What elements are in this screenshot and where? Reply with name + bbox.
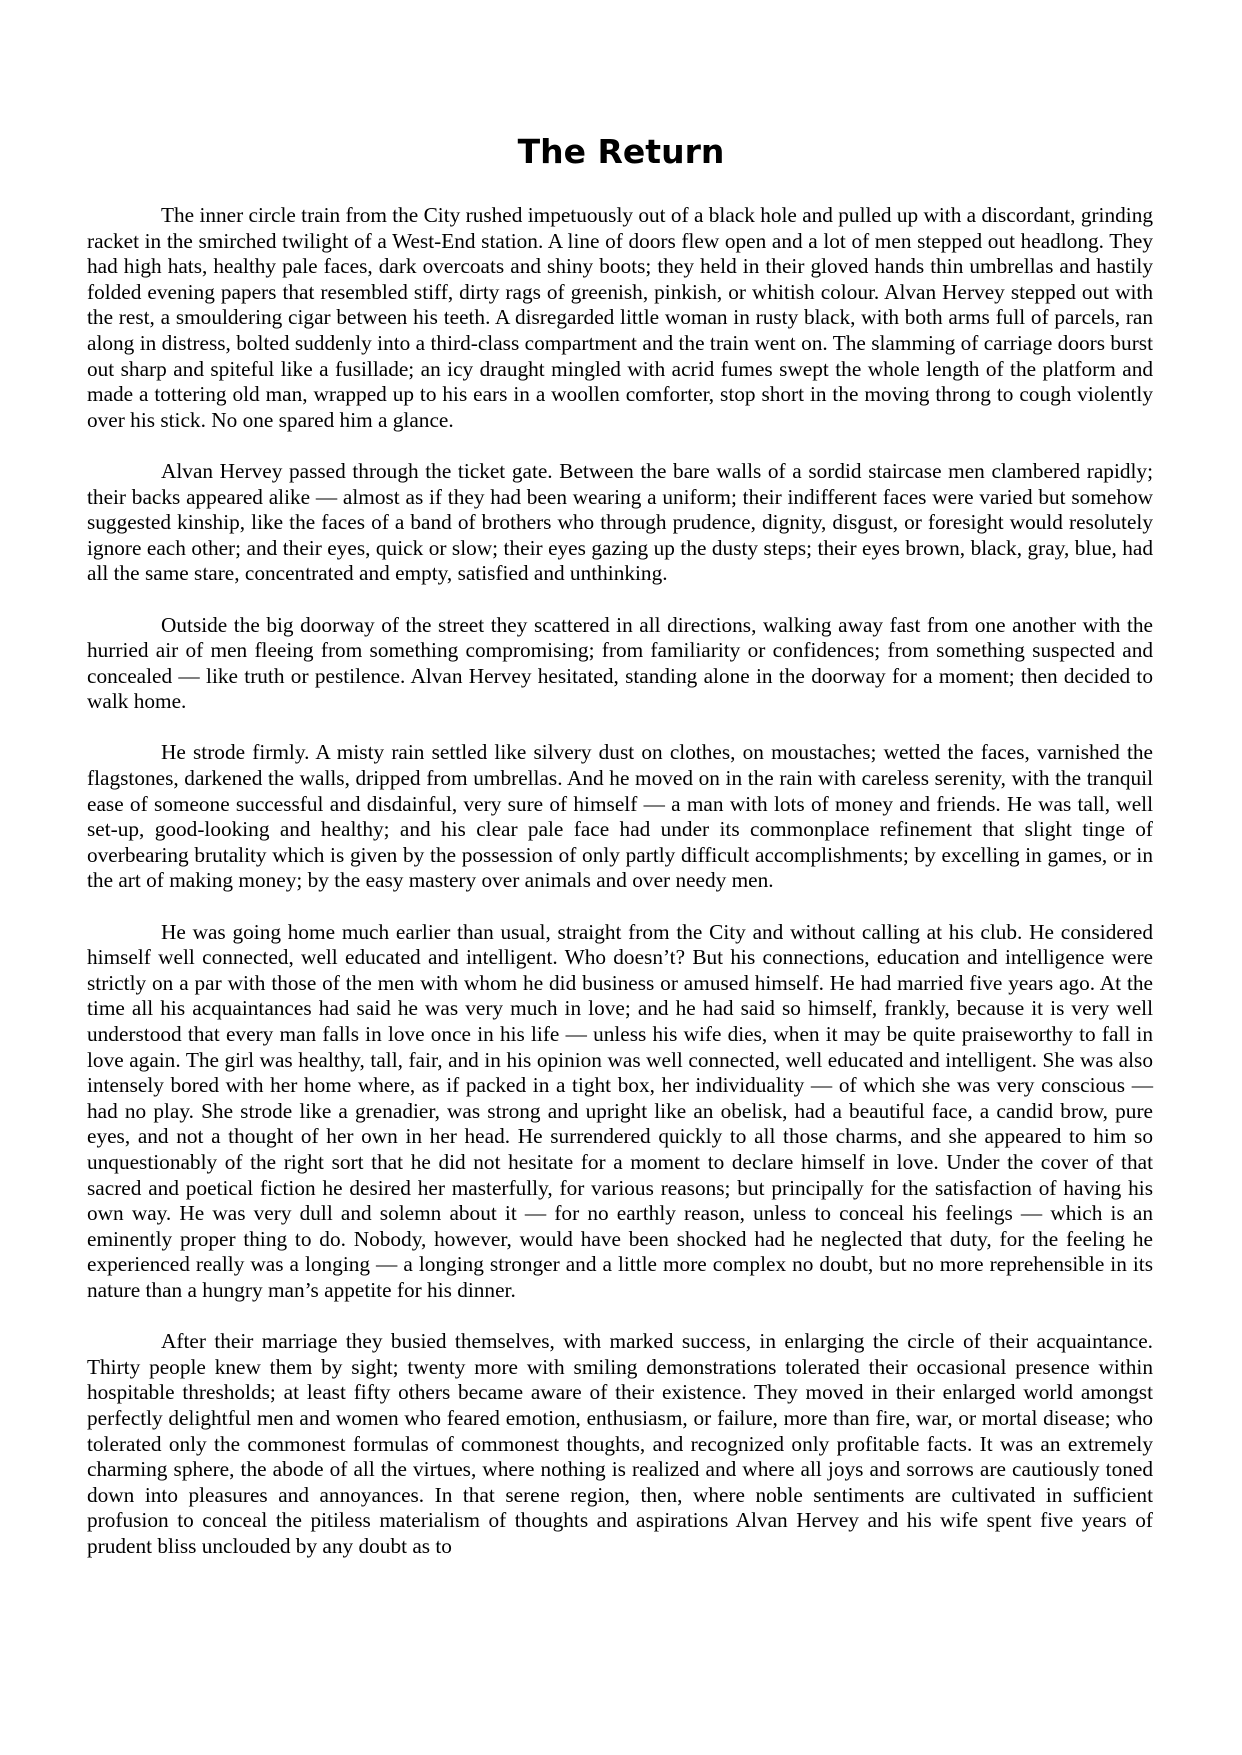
paragraph: He strode firmly. A misty rain settled like silvery dust on clothes, on moustaches; wetted the faces, varnished the flagstones, darkened the walls, dripped from umbrellas. And he moved on in the rain with careless serenity, with the tranquil ease of someone successful and disdainful, very sure of himself — a man with lots of money and friends. He was tall, well set-up, good-looking and healthy; and his clear pale face had under its commonplace refinement that slight tinge of overbearing brutality which is given by the possession of only partly difficult accomplishments; by excelling in games, or in the art of making money; by the easy mastery over animals and over needy men. bbox=[87, 740, 1153, 893]
document-body bbox=[87, 203, 1153, 1585]
paragraph: Alvan Hervey passed through the ticket gate. Between the bare walls of a sordid staircase men clambered rapidly; their backs appeared alike — almost as if they had been wearing a uniform; their indifferent faces were varied but somehow suggested kinship, like the faces of a band of brothers who through prudence, dignity, disgust, or foresight would resolutely ignore each other; and their eyes, quick or slow; their eyes gazing up the dusty steps; their eyes brown, black, gray, blue, had all the same stare, concentrated and empty, satisfied and unthinking. bbox=[87, 458, 1153, 586]
paragraph: He was going home much earlier than usual, straight from the City and without calling at his club. He considered himself well connected, well educated and intelligent. Who doesn’t? But his connections, education and intelligence were strictly on a par with those of the men with whom he did business or amused himself. He had married five years ago. At the time all his acquaintances had said he was very much in love; and he had said so himself, frankly, because it is very well understood that every man falls in love once in his life — unless his wife dies, when it may be quite praiseworthy to fall in love again. The girl was healthy, tall, fair, and in his opinion was well connected, well educated and intelligent. She was also intensely bored with her home where, as if packed in a tight box, her individuality — of which she was very conscious — had no play. She strode like a grenadier, was strong and upright like an obelisk, had a beautiful face, a candid brow, pure eyes, and not a thought of her own in her head. He surrendered quickly to all those charms, and she appeared to him so unquestionably of the right sort that he did not hesitate for a moment to declare himself in love. Under the cover of that sacred and poetical fiction he desired her masterfully, for various reasons; but principally for the satisfaction of having his own way. He was very dull and solemn about it — for no earthly reason, unless to conceal his feelings — which is an eminently proper thing to do. Nobody, however, would have been shocked had he neglected that duty, for the feeling he experienced really was a longing — a longing stronger and a little more complex no doubt, but no more reprehensible in its nature than a hungry man’s appetite for his dinner. bbox=[87, 919, 1153, 1302]
paragraph: The inner circle train from the City rushed impetuously out of a black hole and pulled up with a discordant, grinding racket in the smirched twilight of a West-End station. A line of doors flew open and a lot of men stepped out headlong. They had high hats, healthy pale faces, dark overcoats and shiny boots; they held in their gloved hands thin umbrellas and hastily folded evening papers that resembled stiff, dirty rags of greenish, pinkish, or whitish colour. Alvan Hervey stepped out with the rest, a smouldering cigar between his teeth. A disregarded little woman in rusty black, with both arms full of parcels, ran along in distress, bolted suddenly into a third-class compartment and the train went on. The slamming of carriage doors burst out sharp and spiteful like a fusillade; an icy draught mingled with acrid fumes swept the whole length of the platform and made a tottering old man, wrapped up to his ears in a woollen comforter, stop short in the moving throng to cough violently over his stick. No one spared him a glance. bbox=[87, 203, 1153, 432]
document-title: The Return bbox=[517, 132, 725, 171]
paragraph: Outside the big doorway of the street they scattered in all directions, walking away fast from one another with the hurried air of men fleeing from something compromising; from familiarity or confidences; from something suspected and concealed — like truth or pestilence. Alvan Hervey hesitated, standing alone in the doorway for a moment; then decided to walk home. bbox=[87, 612, 1153, 714]
paragraph: After their marriage they busied themselves, with marked success, in enlarging the circle of their acquaintance. Thirty people knew them by sight; twenty more with smiling demonstrations tolerated their occasional presence within hospitable thresholds; at least fifty others became aware of their existence. They moved in their enlarged world amongst perfectly delightful men and women who feared emotion, enthusiasm, or failure, more than fire, war, or mortal disease; who tolerated only the commonest formulas of commonest thoughts, and recognized only profitable facts. It was an extremely charming sphere, the abode of all the virtues, where nothing is realized and where all joys and sorrows are cautiously toned down into pleasures and annoyances. In that serene region, then, where noble sentiments are cultivated in sufficient profusion to conceal the pitiless materialism of thoughts and aspirations Alvan Hervey and his wife spent five years of prudent bliss unclouded by any doubt as to bbox=[87, 1329, 1153, 1558]
